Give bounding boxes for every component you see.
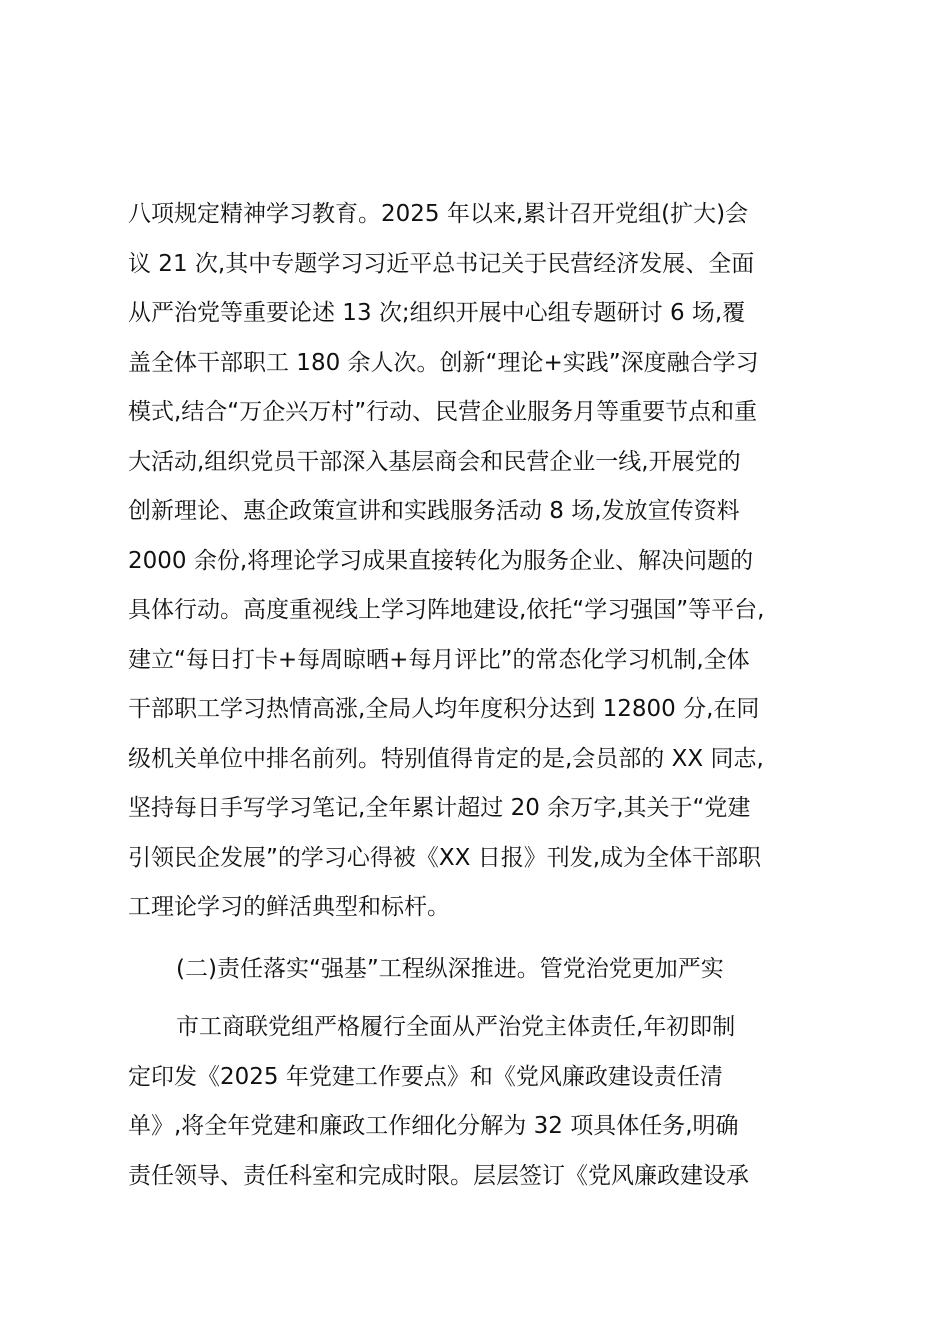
text-line: 工理论学习的鲜活典型和标杆。 xyxy=(128,894,450,920)
text-line: 定印发《2025 年党建工作要点》和《党风廉政建设责任清 xyxy=(128,1063,723,1090)
text-line: 八项规定精神学习教育。2025 年以来,累计召开党组(扩大)会 xyxy=(128,201,749,227)
section-heading-text: (二)责任落实“强基”工程纵深推进。管党治党更加严实 xyxy=(176,956,724,982)
section-heading xyxy=(128,945,828,995)
text-line: 盖全体干部职工 180 余人次。创新“理论+实践”深度融合学习 xyxy=(128,349,759,376)
text-line: 建立“每日打卡+每周晾晒+每月评比”的常态化学习机制,全体 xyxy=(128,646,750,673)
text-line: 从严治党等重要论述 13 次;组织开展中心组专题研讨 6 场,覆 xyxy=(128,300,746,326)
text-line: 创新理论、惠企政策宣讲和实践服务活动 8 场,发放宣传资料 xyxy=(128,498,740,524)
text-line: 引领民企发展”的学习心得被《XX 日报》刊发,成为全体干部职 xyxy=(128,844,762,871)
text-line: 责任领导、责任科室和完成时限。层层签订《党风廉政建设承 xyxy=(128,1162,749,1189)
paragraph-study-education xyxy=(128,190,828,933)
text-line: 议 21 次,其中专题学习习近平总书记关于民营经济发展、全面 xyxy=(128,250,755,277)
text-line: 模式,结合“万企兴万村”行动、民营企业服务月等重要节点和重 xyxy=(128,399,758,425)
text-line: 单》,将全年党建和廉政工作细化分解为 32 项具体任务,明确 xyxy=(128,1113,739,1139)
paragraph-responsibility xyxy=(128,1003,828,1201)
text-line: 2000 余份,将理论学习成果直接转化为服务企业、解决问题的 xyxy=(128,547,754,574)
text-line: 坚持每日手写学习笔记,全年累计超过 20 余万字,其关于“党建 xyxy=(128,795,751,821)
text-line: 级机关单位中排名前列。特别值得肯定的是,会员部的 XX 同志, xyxy=(128,745,764,772)
text-line: 大活动,组织党员干部深入基层商会和民营企业一线,开展党的 xyxy=(128,448,741,475)
text-line: 干部职工学习热情高涨,全局人均年度积分达到 12800 分,在同 xyxy=(128,696,760,722)
text-line: 市工商联党组严格履行全面从严治党主体责任,年初即制 xyxy=(176,1014,736,1040)
text-line: 具体行动。高度重视线上学习阵地建设,依托“学习强国”等平台, xyxy=(128,597,765,623)
